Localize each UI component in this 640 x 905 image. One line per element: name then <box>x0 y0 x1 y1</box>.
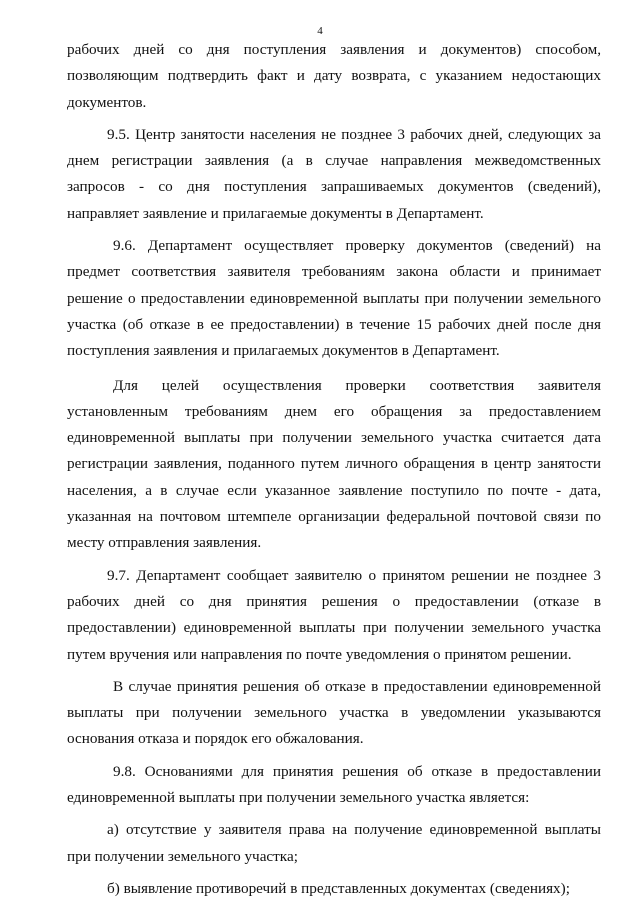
document-body <box>67 37 601 902</box>
list-item-a: а) отсутствие у заявителя права на получение единовременной выплаты при получении земельного участка; <box>67 821 601 865</box>
list-item-b: б) выявление противоречий в представленных документах (сведениях); <box>107 879 570 897</box>
paragraph-9-6: 9.6. Департамент осуществляет проверку документов (сведений) на предмет соответствия заявителя требованиям закона области и принимает решение о предоставлении единовременной выплаты при получении земельного участка (об отказе в ее предоставлении) в течение 15 рабочих дней после дня поступления заявления и прилагаемых документов в Департамент. <box>67 237 601 360</box>
paragraph-continuation: рабочих дней со дня поступления заявления и документов) способом, позволяющим подтвердить факт и дату возврата, с указанием недостающих документов. <box>67 41 601 111</box>
paragraph-9-5: 9.5. Центр занятости населения не позднее 3 рабочих дней, следующих за днем регистрации заявления (а в случае направления межведомственных запросов - со дня поступления запрашиваемых документов (сведений), направляет заявление и прилагаемые документы в Департамент. <box>67 125 601 222</box>
paragraph-9-7: 9.7. Департамент сообщает заявителю о принятом решении не позднее 3 рабочих дней со дня принятия решения о предоставлении (отказе в предоставлении) единовременной выплаты при получении земельного участка путем вручения или направления по почте уведомления о принятом решении. <box>67 566 601 663</box>
paragraph-refusal-notice: В случае принятия решения об отказе в предоставлении единовременной выплаты при получении земельного участка в уведомлении указываются основания отказа и порядок его обжалования. <box>67 677 601 748</box>
page-number: 4 <box>317 25 323 37</box>
paragraph-verification-date: Для целей осуществления проверки соответствия заявителя установленным требованиям днем его обращения за предоставлением единовременной выплаты при получении земельного участка считается дата регистрации заявления, поданного путем личного обращения в центр занятости населения, а в случае если указанное заявление поступило по почте - дата, указанная на почтовом штемпеле организации федеральной почтовой связи по месту отправления заявления. <box>67 376 601 552</box>
paragraph-9-8: 9.8. Основаниями для принятия решения об отказе в предоставлении единовременной выплаты при получении земельного участка является: <box>67 762 601 807</box>
